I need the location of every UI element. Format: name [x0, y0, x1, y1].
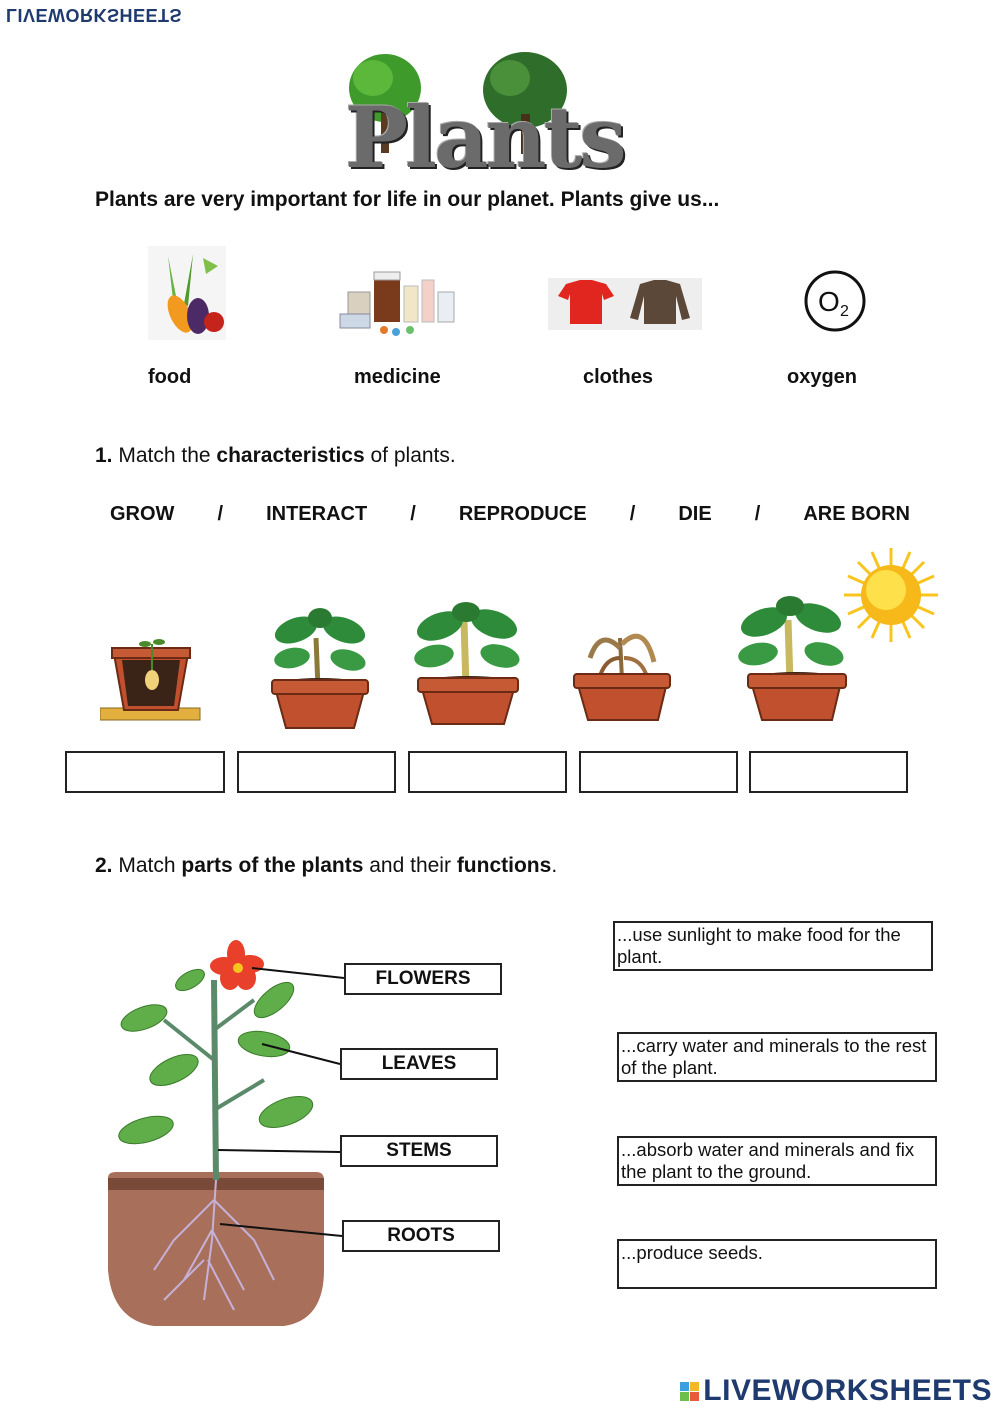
gift-label-medicine: medicine — [354, 366, 441, 388]
verb-separator: / — [410, 503, 416, 525]
title-banner — [335, 48, 635, 187]
page-title: Plants — [345, 88, 624, 187]
answer-box-3[interactable] — [408, 751, 567, 793]
growing-plant-illustration — [268, 608, 372, 732]
question-2-post: . — [551, 854, 558, 877]
part-label-leaves: LEAVES — [340, 1048, 498, 1080]
question-2-pre: Match — [112, 854, 182, 877]
answer-box-2[interactable] — [237, 751, 396, 793]
verb-separator: / — [629, 503, 636, 525]
verb-word-bank — [110, 503, 910, 526]
watermark-bottom-text: LIVEWORKSHEETS — [703, 1374, 992, 1407]
answer-box-1[interactable] — [65, 751, 225, 793]
question-1-keyword: characteristics — [216, 444, 365, 467]
part-label-roots: ROOTS — [342, 1220, 500, 1252]
answer-box-4[interactable] — [579, 751, 738, 793]
question-2-mid: and their — [363, 854, 457, 877]
interacting-plant-illustration — [738, 596, 852, 722]
oxygen-symbol-letter: O — [818, 286, 840, 317]
verb-interact: INTERACT — [266, 503, 368, 525]
verb-die: DIE — [678, 503, 712, 525]
question-2-keyword-parts: parts of the plants — [181, 854, 364, 877]
question-1-post: of plants. — [364, 444, 456, 467]
seed-pot-illustration — [100, 636, 204, 724]
verb-grow: GROW — [110, 503, 175, 525]
question-1 — [95, 444, 456, 468]
function-box-4[interactable]: ...produce seeds. — [617, 1239, 937, 1289]
question-2 — [95, 854, 557, 878]
liveworksheets-logo-icon — [680, 1382, 699, 1401]
part-label-flowers: FLOWERS — [344, 963, 502, 995]
question-2-number: 2. — [95, 854, 113, 877]
oxygen-icon — [802, 268, 868, 334]
gift-label-food: food — [148, 366, 192, 388]
question-1-pre: Match the — [112, 444, 217, 467]
verb-separator: / — [217, 503, 224, 525]
intro-text: Plants are very important for life in our planet. Plants give us... — [95, 188, 720, 211]
function-box-2[interactable]: ...carry water and minerals to the rest of the plant. — [617, 1032, 937, 1082]
clothes-icon — [548, 278, 702, 330]
sun-icon — [842, 546, 940, 644]
function-box-1[interactable]: ...use sunlight to make food for the plant. — [613, 921, 933, 971]
watermark-top: LIVEWORKSHEETS — [6, 5, 183, 25]
vegetables-icon — [148, 246, 226, 340]
question-2-keyword-functions: functions — [456, 854, 552, 877]
answer-box-5[interactable] — [749, 751, 908, 793]
grown-plant-illustration — [412, 602, 524, 726]
verb-are-born: ARE BORN — [803, 503, 910, 525]
dead-plant-illustration — [570, 618, 676, 722]
gift-label-oxygen: oxygen — [787, 366, 858, 388]
part-label-stems: STEMS — [340, 1135, 498, 1167]
oxygen-symbol-subscript: 2 — [840, 303, 849, 320]
question-1-number: 1. — [95, 444, 113, 467]
medicine-bottles-icon — [338, 266, 460, 338]
verb-reproduce: REPRODUCE — [458, 503, 587, 525]
gift-label-clothes: clothes — [583, 366, 654, 388]
function-box-3[interactable]: ...absorb water and minerals and fix the plant to the ground. — [617, 1136, 937, 1186]
watermark-bottom — [680, 1374, 992, 1408]
verb-separator: / — [754, 503, 761, 525]
